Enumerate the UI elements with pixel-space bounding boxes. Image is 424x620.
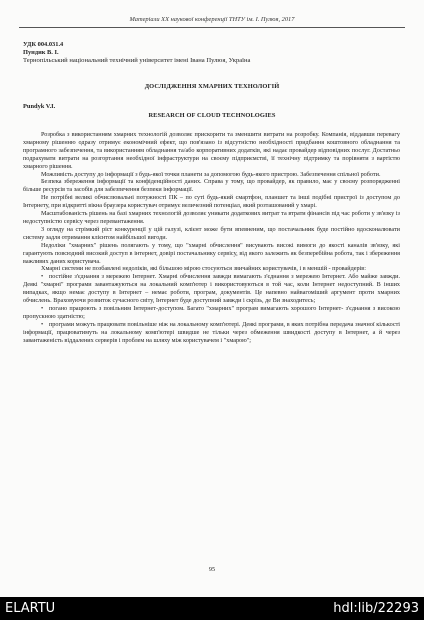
header-rule	[19, 27, 405, 28]
affiliation: Тернопільський національний технічний університет імені Івана Пулюя, Україна	[23, 57, 251, 64]
page-number: 95	[208, 566, 216, 573]
bullet-text: програми можуть працювати повільніше ніж на локальному комп'ютері. Деякі програми, в яких потрібна передача значної кількості інформації, працюватимуть на локальному комп'ютері швидше не тільки через обмеження швидкості доступу в Інтернет, а й через завантаженість віддалених серверів і проблем на шляху між користувачем і "хмарою";	[23, 320, 400, 344]
running-header: Матеріали XX наукової конференції ТНТУ ім. І. Пулюя, 2017	[129, 16, 295, 23]
bullet-icon: •	[41, 273, 44, 281]
paragraph: Масштабованість рішень на базі хмарних технологій дозволяє уникати додаткових витрат та втрати фінансів під час роботи у зв'язку із недоступністю сервісу через перевантаження.	[23, 210, 400, 225]
footer-repository-name: ELARTU	[5, 601, 56, 616]
bullet-text: погано працюють з повільним Інтернет-доступом. Багато "хмарних" програм вимагають хорошого Інтернет- з'єднання з високою пропускною здатністю;	[23, 304, 400, 320]
paragraph: Розробка з використанням хмарних технологій дозволяє прискорити та зменшити витрати на розробку. Компанія, віддавши перевагу хмарному рішенню одразу отримує економічний ефект, що пов'язано із відсутністю необхідності придбання коштовного обладнання та програмного забезпечення, та використанням обладнання та/або корпоративних додатків, які надає провайдер відповідних послуг. Достатньо подрахувати витрати на розгортання необхідної інфраструктури на своєму підприємстві, її технічну підтримку та порівняти з вартістю хмарного рішення.	[23, 131, 400, 170]
footer-handle: hdl:lib/22293	[333, 601, 419, 616]
bullet-icon: •	[41, 320, 44, 328]
title-ua: ДОСЛІДЖЕННЯ ХМАРНИХ ТЕХНОЛОГІЙ	[144, 83, 280, 90]
bullet-text: постійне з'єднання з мережею Інтернет. Хмарні обчислення завжди вимагають з'єднання з мережею Інтернет. Або майже завжди. Деякі "хмарні" програми завантажуються на локальний комп'ютер і використовуються в той час, коли Інтернет недоступний. В інших випадках, якщо немає доступу в Інтернет – немає роботи, програм, документів. Це напевно найвагоміший аргумент проти хмарних обчислень. Враховуючи розвиток сучасного світу, Інтернет буде доступний завжди і скрізь, де Ви знаходитесь;	[23, 273, 400, 305]
bullet-item	[23, 305, 400, 321]
paragraph: Безпека збереження інформації та конфіденційності даних. Справа у тому, що провайдер, як правило, має у своєму розпорядженні більше ресурсів та засобів для забезпечення безпеки інформації.	[23, 178, 400, 194]
title-en: RESEARCH OF CLOUD TECHNOLOGIES	[148, 112, 276, 119]
bullet-item	[23, 321, 400, 345]
paragraph: Недоліки "хмарних" рішень полягають у тому, що "хмарні обчислення" висувають високі вимоги до якості каналів зв'язку, які гарантують повсюдний високий доступ в інтернет, довірі постачальнику сервісу, від якого залежить як безперебійна робота, так і збереження важливих даних користувача.	[23, 241, 400, 265]
repository-footer-bar	[0, 597, 424, 620]
author-ua: Пундик В. І.	[23, 49, 59, 56]
paragraph: З огляду на стрімкий ріст конкуренції у цій галузі, клієнт може бути впевненим, що постачальник буде постійно вдосконалювати систему задля отримання клієнтом найбільшої вигоди.	[23, 225, 400, 241]
udc-code: УДК 004.031.4	[23, 41, 64, 48]
paragraph: Можливість доступу до інформації з будь-якої точки планети за допомогою будь-якого пристрою. Забезпечення спільної роботи.	[41, 170, 381, 178]
paragraph: Хмарні системи не позбавлені недоліків, які більшою мірою стосуються звичайних користувачів, і в меншій - провайдерів:	[41, 265, 366, 273]
body-text	[23, 131, 400, 344]
author-en: Pundyk V.I.	[23, 103, 56, 110]
bullet-item	[23, 273, 400, 305]
bullet-icon: •	[41, 304, 44, 312]
paragraph: Не потрібні великі обчислювальні потужності ПК – по суті будь-який смартфон, планшет та інші подібні пристрої із доступом до Інтернету, при відкритті вікна браузера користувач отримує величезний потенціал, який розташований у хмарі.	[23, 194, 400, 210]
